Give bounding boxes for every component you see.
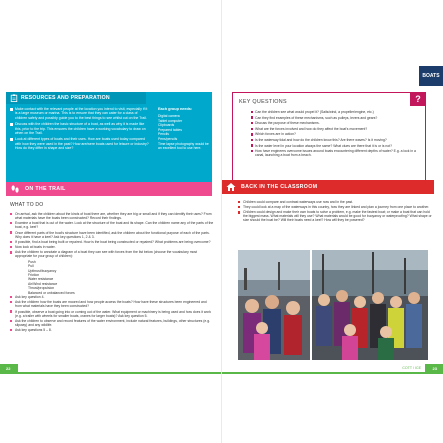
list-item: Make contact with the relevant people at the location you intend to visit, especially if it is a large museum or marina. This is to ensure that they can cater for a class of children safely and possibly guide you to the best things to see whilst out on the Trail.: [10, 107, 150, 120]
key-questions-title: KEY QUESTIONS: [239, 99, 287, 105]
question-mark-icon: ?: [410, 92, 426, 106]
resources-header: [6, 92, 146, 104]
list-item: Discuss with the children the basic structure of a boat, as well as why it is made like this, prior to the trip. This ensures the children have a working vocabulary to draw on when on the Trail.: [10, 122, 150, 135]
list-item: What are the forces involved and how do they affect the boat's movement?: [251, 127, 421, 131]
list-item: Pens/pencils: [158, 136, 178, 141]
list-item: On arrival, ask the children about the kinds of boat there are, whether they are big or small and if they can identify their uses? From what materials have the boats been constructed? Record their findings.: [10, 212, 214, 220]
resources-title: RESOURCES AND PREPARATION: [21, 95, 110, 101]
footer-brand: COTT / ICE: [402, 366, 421, 370]
list-item: Push: [28, 259, 36, 264]
list-item: Discuss the purpose of these mechanisms.: [251, 121, 421, 125]
on-the-trail-title: ON THE TRAIL: [25, 186, 66, 192]
page-number-right: 23: [432, 366, 437, 371]
list-item: Water resistance: [28, 277, 54, 282]
list-item: Ask key question 4.: [10, 295, 214, 299]
list-item: Is the waterway tidal and how do the children know this? Are there waves? Is it moving?: [251, 138, 421, 142]
list-item: Look at different types of boats and their uses. How are boats used today compared with how they were used in the past? How are/were boats used for leisure or industry? How do they differ in shape and size?: [10, 137, 150, 150]
on-the-trail-header: [6, 182, 212, 196]
list-item: Time lapse photography would be an excellent tool to use here.: [158, 141, 209, 151]
list-item: Ask key questions 5 – 8.: [10, 328, 214, 332]
list-item: Clipboards: [158, 123, 175, 128]
list-item: Is the water level in your location always the same? What clues are there that it is or is not?: [251, 144, 421, 148]
footprints-icon: [9, 183, 21, 195]
list-item: If possible, find a boat being built or repaired. How is the boat being constructed or repaired? What problems are being overcome?: [10, 240, 214, 244]
children-photo-boats: [312, 250, 428, 360]
list-item: Friction: [28, 272, 40, 277]
section-tab[interactable]: BOATS: [419, 66, 443, 86]
classroom-list: [238, 200, 434, 224]
list-item: Examine a boat that is out of the water. Look at the structure of the boat and its shape. Can the children name any of the parts of the boat, e.g. keel?: [10, 221, 214, 229]
list-item: Pull: [28, 264, 34, 269]
footer-rule-left: [0, 372, 221, 374]
list-item: Pencils: [158, 132, 169, 137]
clipboard-icon: [10, 94, 18, 102]
resources-panel: [6, 92, 212, 192]
list-item: Air/Wind resistance: [28, 281, 58, 286]
list-item: Now look at boats in water.: [10, 245, 214, 249]
list-item: They could look at a map of the waterways in this country, how they are linked and plan a journey from one place to another.: [238, 205, 434, 209]
list-item: Tablet computer: [158, 118, 183, 123]
key-questions-panel: [232, 92, 426, 188]
list-item: Children could design and make their own boats to solve a problem, e.g. make the fastest boat; or make a boat that can hold the biggest mass. What materials will they use? What materials would be good for buoyancy or waterproofing? What shape or size should the boat be? Will their boats need a keel? How will they be powered?: [238, 210, 434, 222]
list-item: Can they find examples of these mechanisms, such as pulleys, levers and gears?: [251, 116, 421, 120]
list-item: Digital camera: [158, 114, 180, 118]
house-icon: [225, 181, 237, 193]
list-item: Children could compare and contrast waterways use now and in the past.: [238, 200, 434, 204]
list-item: Ask the children to annotate a diagram of a boat they can see with forces from the list below (choose the vocabulary most appropriate for your group of children):: [10, 250, 214, 258]
page-number-left: 22: [6, 366, 11, 371]
list-item: Balanced or unbalanced forces: [28, 290, 75, 295]
group-needs: [158, 107, 212, 151]
list-item: If possible, observe a boat going into or coming out of the water. What equipment or machinery is being used and how does it work (e.g. a trailer with wheels for smaller boats, cranes for larger boats)? Ask key question 5.: [10, 310, 214, 318]
list-item: Prepared tables: [158, 127, 182, 132]
classroom-header: [222, 180, 434, 194]
list-item: Upthrust/buoyancy: [28, 268, 57, 273]
group-needs-heading: Each group needs:: [158, 107, 193, 111]
list-item: How have engineers overcome issues around boats encountering different depths of water? E.g. a lock in a canal, launching a boat from a beach.: [251, 149, 421, 157]
resources-list: [10, 107, 150, 153]
list-item: Which forces are in action?: [251, 132, 421, 136]
list-item: Once different parts of the boat's structure have been identified, ask the children about the functional purpose of each of the parts. Why does it have a keel? Ask key questions 1, 2 & 3.: [10, 231, 214, 239]
page-gutter: [221, 0, 222, 443]
list-item: Ask the children to observe and record features of the water environment, include natural features, buildings, other structures (e.g. slipway) and any wildlife.: [10, 319, 214, 327]
list-item: Can the children see what would propel it? (Sails/wind, a propeller/engine, etc.): [251, 110, 421, 114]
list-item: Thrust/propulsion: [28, 286, 55, 291]
key-questions-list: [251, 110, 421, 159]
children-photo-waterfront: [238, 250, 310, 360]
list-item: Ask the children how the boats are moored and how people access the boats? How have these structures been engineered and from what materials have they been constructed?: [10, 300, 214, 308]
what-to-do-heading: WHAT TO DO: [10, 202, 44, 208]
footer-rule-right: [222, 372, 443, 374]
classroom-title: BACK IN THE CLASSROOM: [241, 184, 318, 190]
trail-list: [10, 212, 214, 333]
